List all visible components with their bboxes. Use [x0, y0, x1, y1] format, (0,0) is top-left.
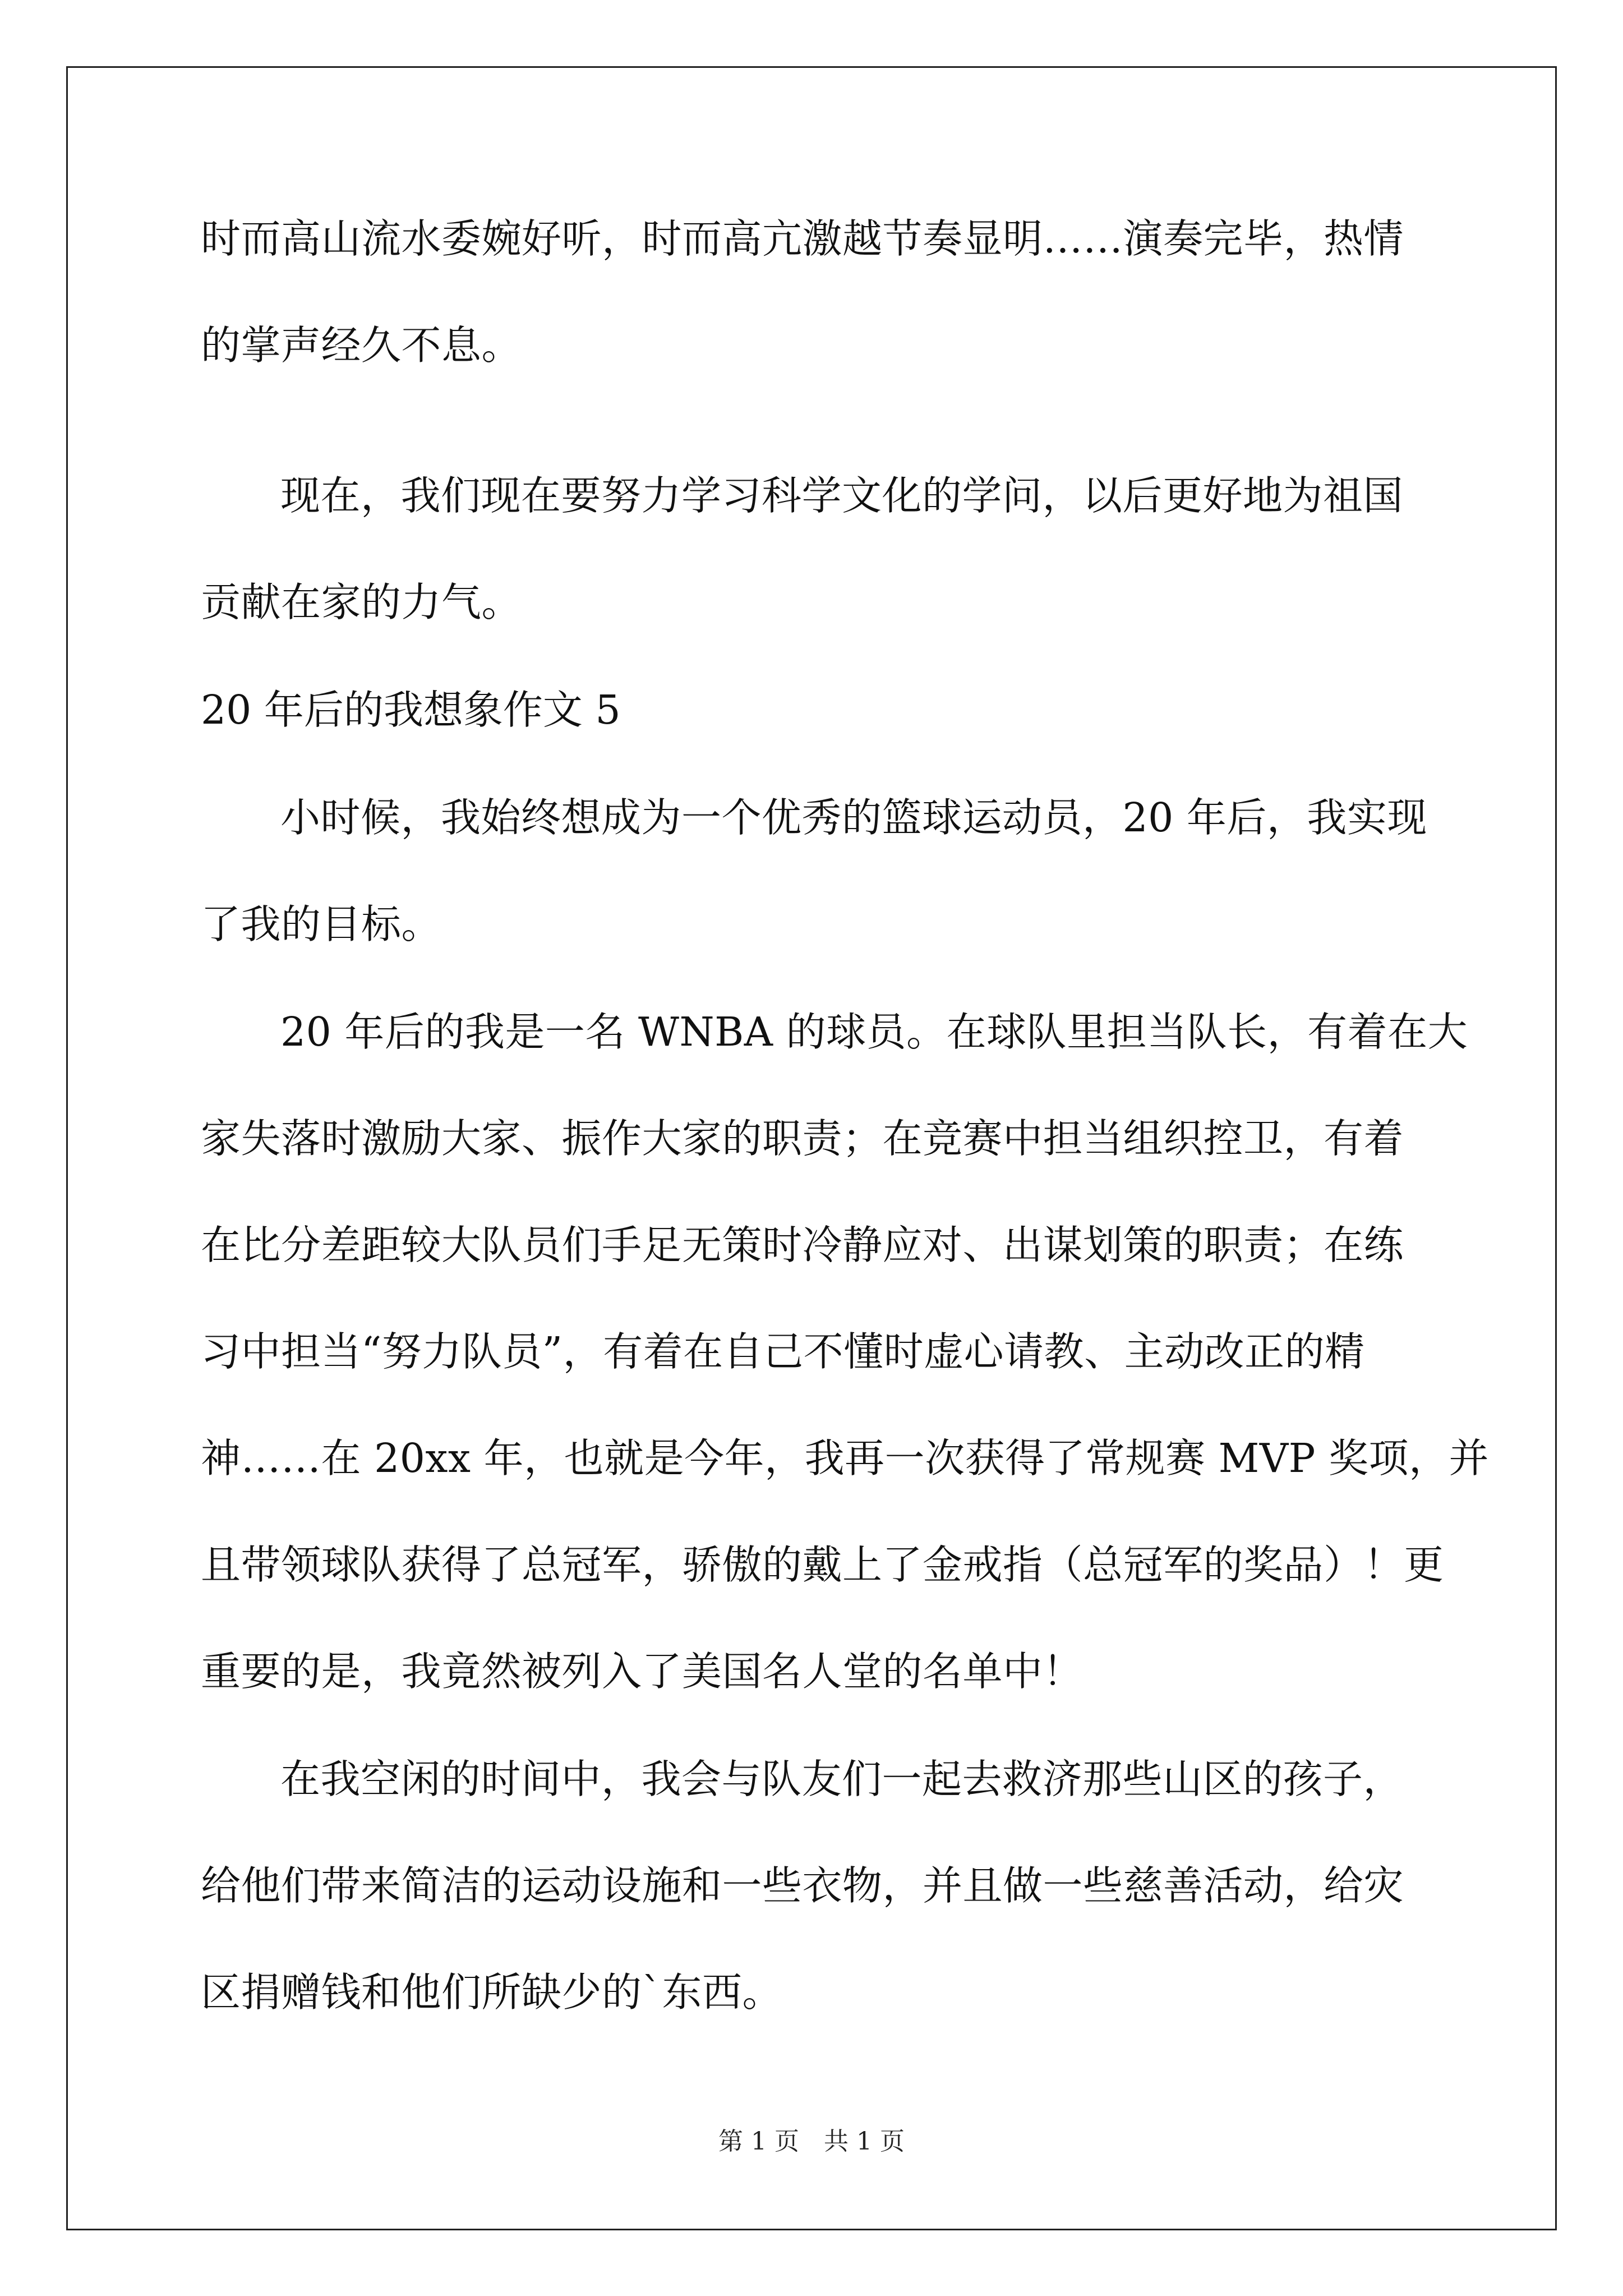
- text-line: 时而高山流水委婉好听，时而高亢激越节奏显明……演奏完毕，热情: [201, 215, 1404, 262]
- page-footer: [0, 2125, 1623, 2159]
- page-number: 第 1 页: [718, 2127, 799, 2156]
- text-line: 家失落时激励大家、振作大家的职责；在竞赛中担当组织控卫，有着: [201, 1115, 1404, 1162]
- text-line: 给他们带来简洁的运动设施和一些衣物，并且做一些慈善活动，给灾: [201, 1862, 1404, 1909]
- text-line: 习中担当“努力队员”，有着在自己不懂时虚心请教、主动改正的精: [201, 1328, 1365, 1375]
- document-body: [201, 212, 1489, 2019]
- text-line: 且带领球队获得了总冠军，骄傲的戴上了金戒指（总冠军的奖品）！更: [201, 1542, 1444, 1588]
- page-total: 共 1 页: [824, 2127, 905, 2156]
- text-line: 的掌声经久不息。: [201, 322, 522, 369]
- paragraph-start: 小时候，我始终想成为一个优秀的篮球运动员，20 年后，我实现: [280, 794, 1427, 841]
- text-line: 在比分差距较大队员们手足无策时冷静应对、出谋划策的职责；在练: [201, 1222, 1404, 1268]
- paragraph-start: 20 年后的我是一名 WNBA 的球员。在球队里担当队长，有着在大: [280, 1009, 1468, 1055]
- text-line: 了我的目标。: [201, 901, 442, 947]
- paragraph-start: 现在，我们现在要努力学习科学文化的学问，以后更好地为祖国: [280, 472, 1404, 519]
- section-heading: 20 年后的我想象作文 5: [201, 687, 621, 733]
- text-line: 贡献在家的力气。: [201, 579, 522, 625]
- text-line: 神……在 20xx 年，也就是今年，我再一次获得了常规赛 MVP 奖项，并: [201, 1435, 1489, 1481]
- text-line: 区捐赠钱和他们所缺少的`东西。: [201, 1969, 783, 2016]
- paragraph-start: 在我空闲的时间中，我会与队友们一起去救济那些山区的孩子，: [280, 1756, 1404, 1802]
- text-line: 重要的是，我竟然被列入了美国名人堂的名单中！: [201, 1648, 1083, 1695]
